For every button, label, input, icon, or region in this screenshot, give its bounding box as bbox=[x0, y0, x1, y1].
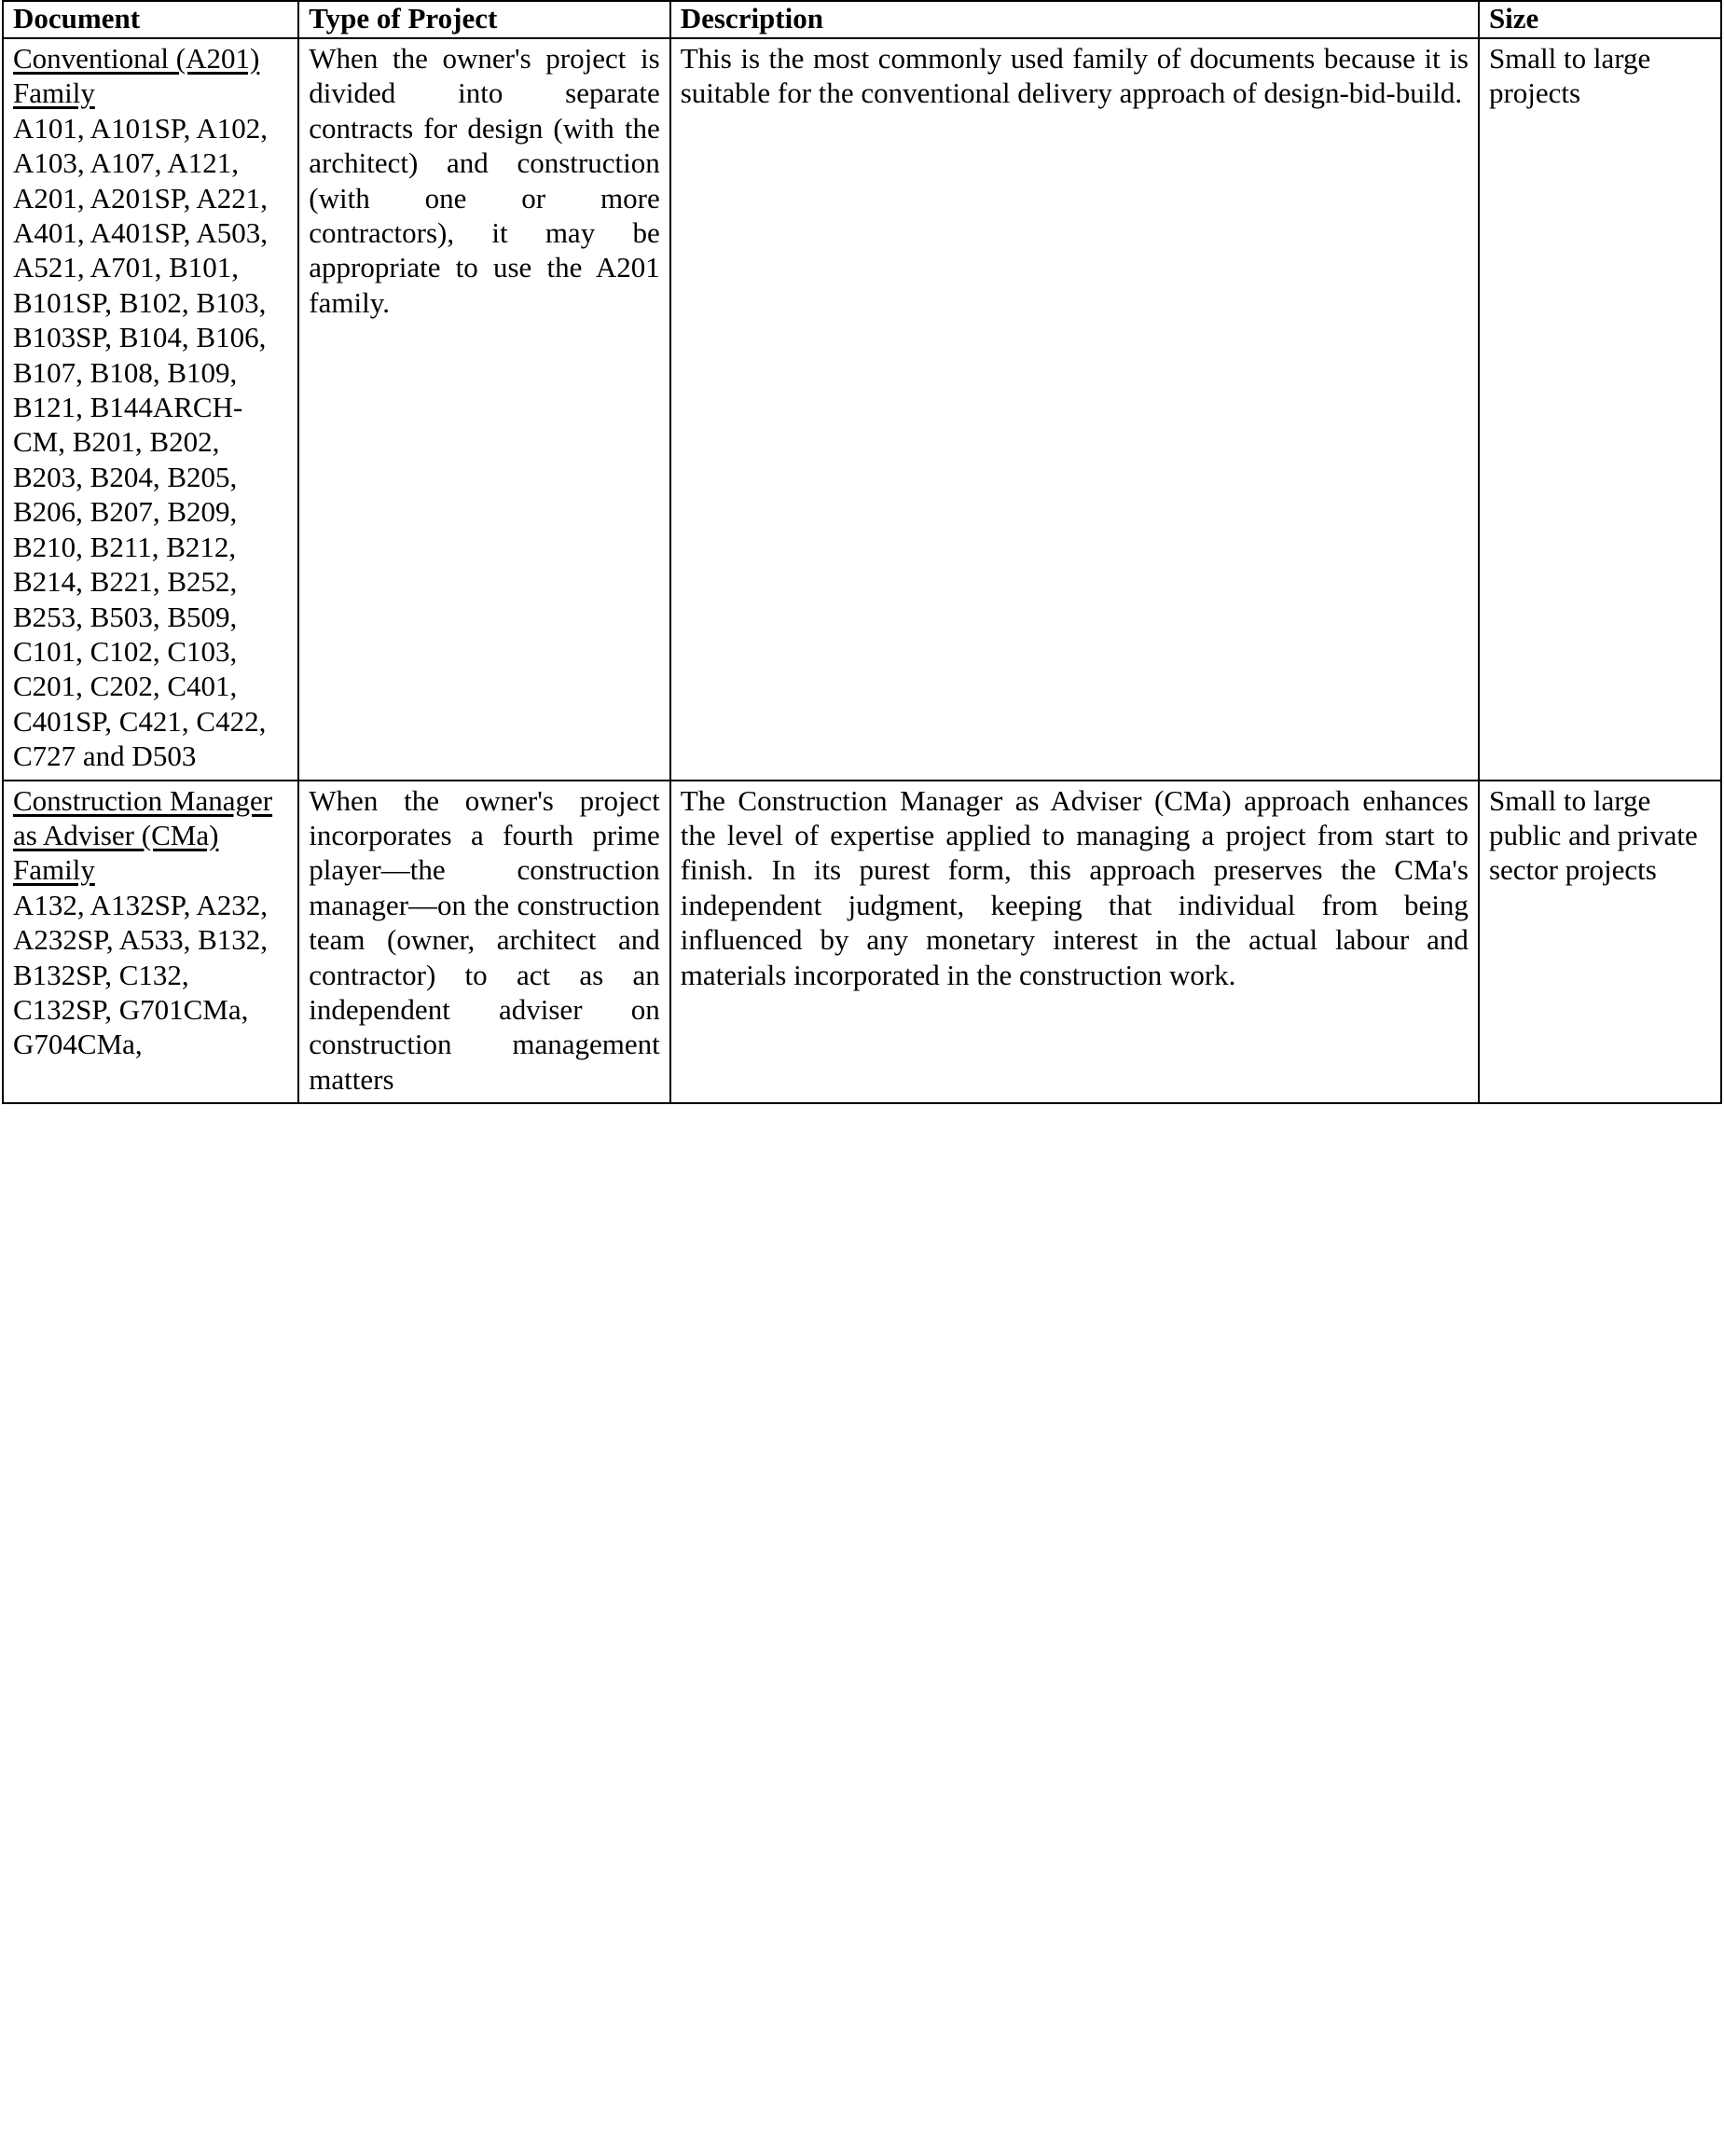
table-row bbox=[3, 781, 1721, 1104]
column-header-document: Document bbox=[3, 1, 298, 38]
cell-description: This is the most commonly used family of documents because it is suitable for the conventional delivery approach of design-bid-build. bbox=[670, 38, 1479, 781]
cell-size: Small to large projects bbox=[1479, 38, 1721, 781]
document-family-name: Conventional (A201) Family bbox=[13, 42, 260, 110]
table-body bbox=[3, 38, 1721, 1103]
cell-type-of-project: When the owner's project is divided into separate contracts for design (with the architect) and construction (with one or more contractors), it may be appropriate to use the A201 family. bbox=[298, 38, 669, 781]
aia-document-families-table bbox=[2, 0, 1722, 1104]
cell-type-of-project: When the owner's project incorporates a fourth prime player—the construction manager—on the construction team (owner, architect and contractor) to act as an independent adviser on construction management matters bbox=[298, 781, 669, 1104]
column-header-description: Description bbox=[670, 1, 1479, 38]
column-header-size: Size bbox=[1479, 1, 1721, 38]
table-row bbox=[3, 38, 1721, 781]
document-code-list: A132, A132SP, A232, A232SP, A533, B132, B132SP, C132, C132SP, G701CMa, G704CMa, bbox=[13, 888, 269, 1061]
cell-description: The Construction Manager as Adviser (CMa) approach enhances the level of expertise applied to managing a project from start to finish. In its purest form, this approach preserves the CMa's independent judgment, keeping that individual from being influenced by any monetary interest in the actual labour and materials incorporated in the construction work. bbox=[670, 781, 1479, 1104]
table-header-row bbox=[3, 1, 1721, 38]
cell-document bbox=[3, 38, 298, 781]
document-family-name: Construction Manager as Adviser (CMa) Family bbox=[13, 783, 273, 887]
document-code-list: A101, A101SP, A102, A103, A107, A121, A201, A201SP, A221, A401, A401SP, A503, A521, A701, B101, B101SP, B102, B103, B103SP, B104, B106, B107, B108, B109, B121, B144ARCH-CM, B201, B202, B203, B204, B205, B206, B207, B209, B210, B211, B212, B214, B221, B252, B253, B503, B509, C101, C102, C103, C201, C202, C401, C401SP, C421, C422, C727 and D503 bbox=[13, 111, 269, 773]
column-header-type: Type of Project bbox=[298, 1, 669, 38]
table-header bbox=[3, 1, 1721, 38]
cell-document bbox=[3, 781, 298, 1104]
cell-size: Small to large public and private sector projects bbox=[1479, 781, 1721, 1104]
